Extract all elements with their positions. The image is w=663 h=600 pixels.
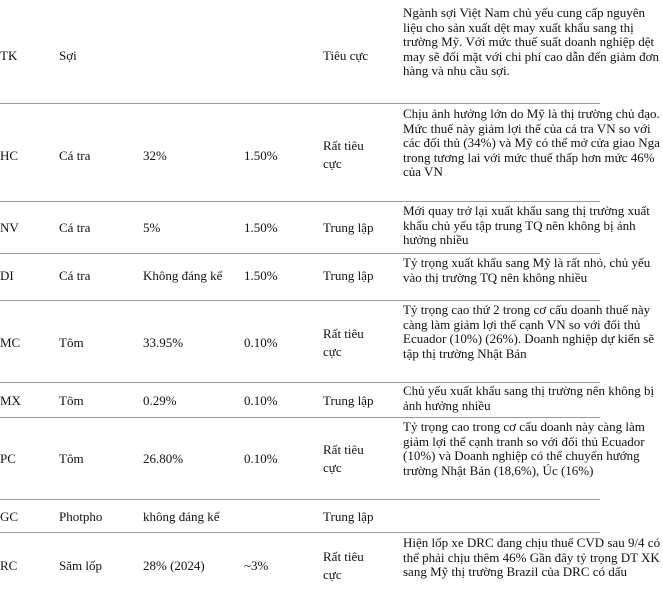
tariff-cell: 0.10% — [244, 393, 278, 408]
product-cell: Tôm — [59, 393, 84, 408]
ticker-cell: DI — [0, 268, 14, 283]
tariff-cell: 0.10% — [244, 335, 278, 350]
ticker-cell: PC — [0, 451, 16, 466]
ticker-cell: MX — [0, 393, 21, 408]
impact-cell-line-2: cực — [323, 156, 342, 171]
product-cell: Tôm — [59, 335, 84, 350]
table-row — [0, 500, 600, 531]
share-cell: 33.95% — [143, 335, 184, 350]
note-cell: Ngành sợi Việt Nam chủ yếu cung cấp nguyên liệu cho sản xuất dệt may xuất khẩu sang thị trường Mỹ. Với mức thuế suất doanh nghiệp dệt may sẽ đối mặt với chi phí cao dẫn đến giảm đơn hàng và nhu cầu sợi. — [403, 5, 659, 79]
table-row — [0, 0, 659, 102]
tariff-cell: 1.50% — [244, 148, 278, 163]
ticker-cell: GC — [0, 509, 19, 524]
impact-cell-line-2: cực — [323, 567, 342, 582]
ticker-cell: HC — [0, 148, 19, 163]
note-cell: Hiện lốp xe DRC đang chịu thuế CVD sau 9/4 có thể phải chịu thêm 46% Gần đây tỷ trọng DT XK sang Mỹ thị trường Brazil của DRC có dấu — [403, 535, 661, 580]
ticker-cell: NV — [0, 220, 19, 235]
product-cell: Sợi — [59, 48, 77, 63]
tariff-cell: 0.10% — [244, 451, 278, 466]
note-cell: Tỷ trọng cao thứ 2 trong cơ cấu doanh thuế này càng làm giảm lợi thế cạnh VN so với đối thủ Ecuador (10%) (26%). Doanh nghiệp dự kiến sẽ tập thị trường Nhật Bản — [403, 302, 655, 361]
impact-cell-line-2: cực — [323, 344, 342, 359]
table-row — [0, 202, 650, 252]
share-cell: 26.80% — [143, 451, 184, 466]
table-row — [0, 533, 661, 600]
impact-cell: Trung lập — [323, 268, 374, 283]
share-cell: 32% — [143, 148, 167, 163]
tariff-cell: 1.50% — [244, 220, 278, 235]
product-cell: Cá tra — [59, 220, 91, 235]
impact-cell: Rất tiêu — [323, 442, 364, 457]
ticker-cell: TK — [0, 48, 18, 63]
tariff-cell: ~3% — [244, 558, 269, 573]
product-cell: Cá tra — [59, 268, 91, 283]
impact-cell: Trung lập — [323, 509, 374, 524]
table-row — [0, 383, 655, 416]
share-cell: 0.29% — [143, 393, 177, 408]
table-row — [0, 104, 660, 200]
impact-cell-line-2: cực — [323, 460, 342, 475]
share-cell: không đáng kể — [143, 509, 220, 524]
table-row — [0, 301, 655, 381]
ticker-cell: RC — [0, 558, 18, 573]
table-row — [0, 254, 651, 299]
product-cell: Cá tra — [59, 148, 91, 163]
product-cell: Săm lốp — [59, 558, 102, 573]
product-cell: Photpho — [59, 509, 103, 524]
impact-cell: Rất tiêu — [323, 138, 364, 153]
tariff-cell: 1.50% — [244, 268, 278, 283]
impact-cell: Tiêu cực — [323, 48, 369, 63]
note-cell: Chịu ảnh hưởng lớn do Mỹ là thị trường chủ đạo. Mức thuế này giảm lợi thế của cá tra VN so với các đối thủ (34%) và Mỹ có thể mở cửa giao Nga trong tương lai với mức thuế thấp hơn mức 46% của VN — [403, 106, 660, 180]
impact-cell: Rất tiêu — [323, 549, 364, 564]
note-cell: Tỷ trọng xuất khẩu sang Mỹ là rất nhỏ, chủ yếu vào thị trường TQ nên không nhiều — [403, 255, 651, 285]
note-cell: Mới quay trở lại xuất khẩu sang thị trường xuất khẩu chủ yếu tập trung TQ nên không bị ảnh hưởng nhiều — [403, 203, 650, 248]
product-cell: Tôm — [59, 451, 84, 466]
note-cell: Chủ yếu xuất khẩu sang thị trường nên không bị ảnh hưởng nhiều — [403, 383, 655, 413]
impact-cell: Rất tiêu — [323, 326, 364, 341]
table-row — [0, 418, 645, 498]
impact-cell: Trung lập — [323, 220, 374, 235]
share-cell: 5% — [143, 220, 161, 235]
share-cell: 28% (2024) — [143, 558, 205, 573]
note-cell: Tỷ trọng cao trong cơ cấu doanh này càng làm giảm lợi thế cạnh tranh so với đối thủ Ecuador (10%) và Doanh nghiệp có thể chuyển hướng trường Nhật Bản (18,6%), Úc (16%) — [403, 419, 645, 478]
impact-cell: Trung lập — [323, 393, 374, 408]
share-cell: Không đáng kể — [143, 268, 223, 283]
ticker-cell: MC — [0, 335, 21, 350]
